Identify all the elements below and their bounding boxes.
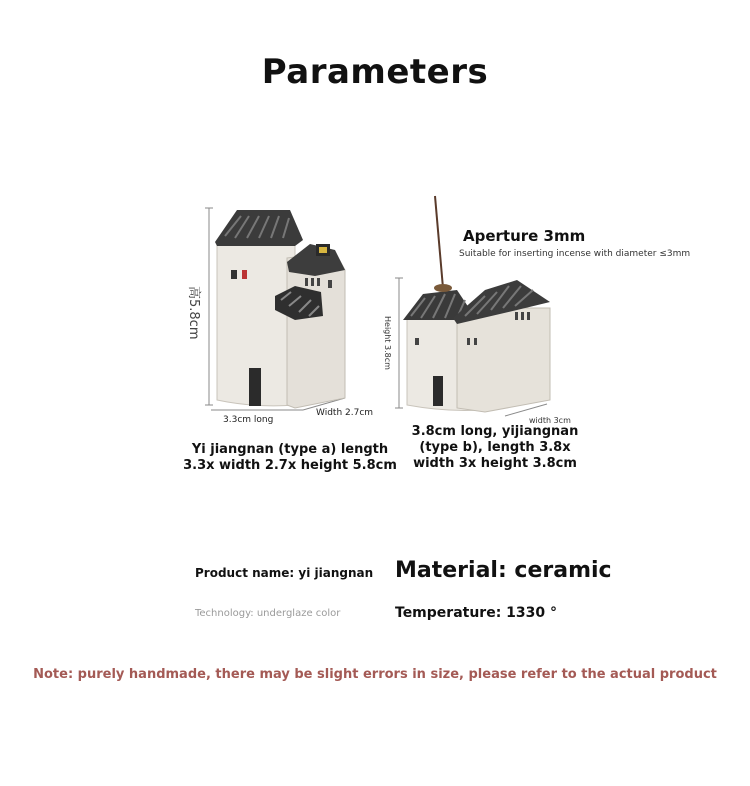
house-a-caption: [180, 442, 400, 474]
technology: Technology: underglaze color: [195, 608, 341, 619]
house-a-caption-line1: Yi jiangnan (type a) length: [191, 442, 389, 457]
house-b-height-label: Height 3.8cm: [383, 316, 392, 370]
house-b-image: [385, 190, 570, 425]
house-a-width-label: Width 2.7cm: [316, 408, 374, 418]
disclaimer-note: Note: purely handmade, there may be slight errors in size, please refer to the actual product: [33, 667, 717, 682]
house-a-caption-line2: 3.3x width 2.7x height 5.8cm: [183, 458, 397, 473]
page-title: Parameters: [261, 52, 489, 92]
temperature: Temperature: 1330 °: [395, 605, 558, 621]
house-b-width-label: width 3cm: [529, 416, 571, 425]
house-a-length-label: 3.3cm long: [223, 415, 274, 425]
house-b-caption-line2: (type b), length 3.8x: [419, 440, 571, 455]
house-b-caption: [400, 424, 590, 472]
house-b-caption-line3: width 3x height 3.8cm: [413, 456, 577, 471]
material: Material: ceramic: [395, 558, 612, 583]
aperture-note: Suitable for inserting incense with diameter ≤3mm: [459, 249, 691, 259]
house-a-image: [195, 200, 365, 425]
aperture-title: Aperture 3mm: [463, 227, 586, 245]
product-name: Product name: yi jiangnan: [195, 566, 374, 580]
house-b-caption-line1: 3.8cm long, yijiangnan: [411, 424, 579, 439]
house-a-height-label: 高5.8cm: [186, 286, 201, 340]
